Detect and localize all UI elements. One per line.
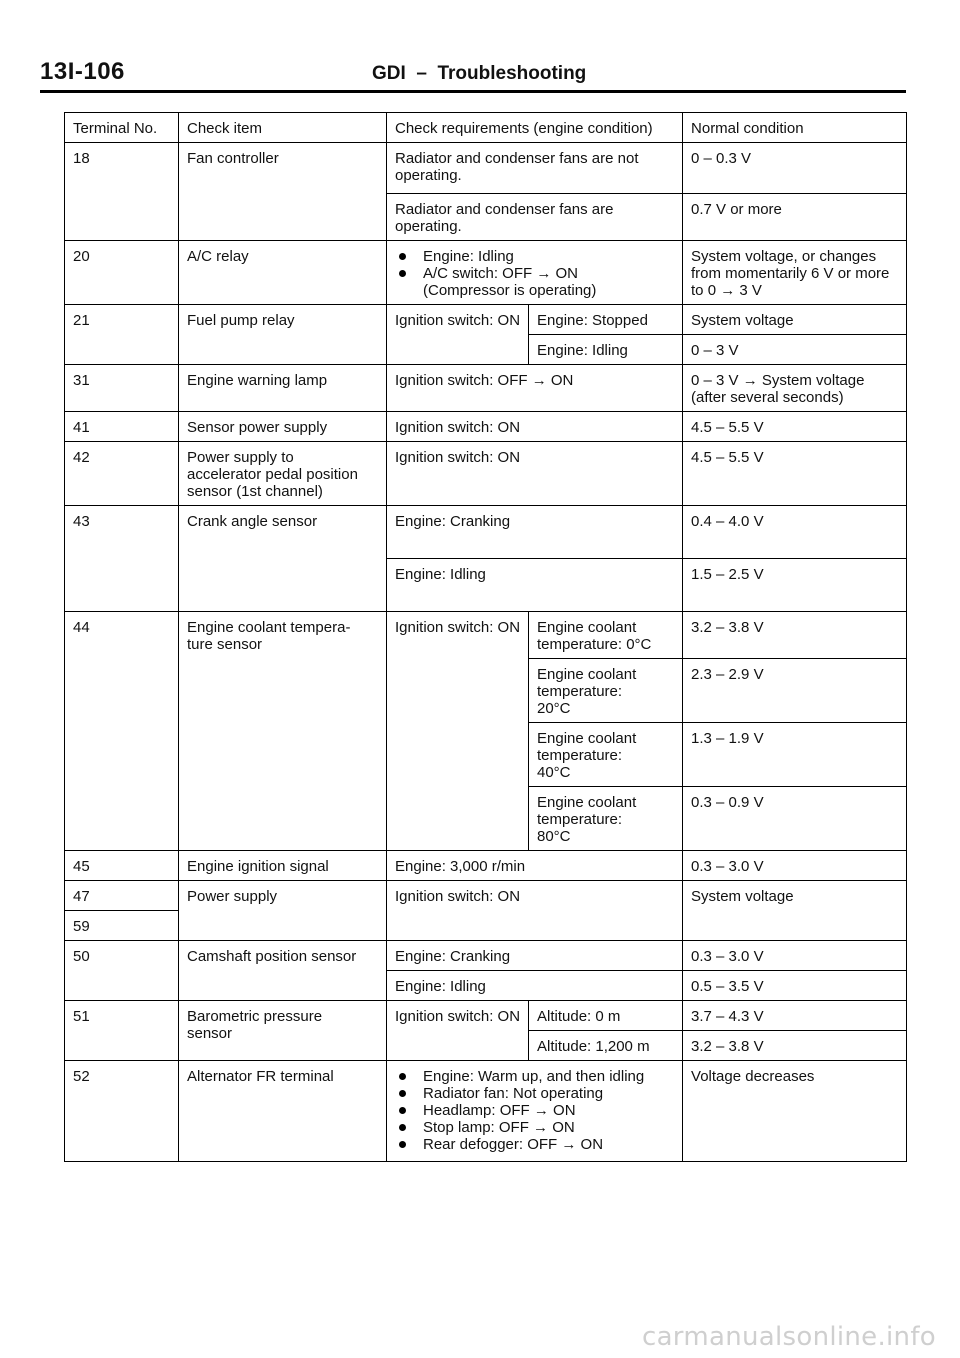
table-row-21 — [65, 305, 907, 335]
normal-condition-cell: 1.3 – 1.9 V — [683, 723, 907, 787]
condition-cell: Ignition switch: ON — [387, 612, 529, 851]
table-row-52 — [65, 1061, 907, 1162]
check-item-cell: Crank angle sensor — [179, 506, 387, 612]
requirement-cell: Ignition switch: OFF → ON — [387, 365, 683, 412]
watermark: carmanualsonline.info — [641, 1322, 936, 1352]
requirement-cell — [387, 241, 683, 305]
normal-condition-cell: Voltage decreases — [683, 1061, 907, 1162]
table-row-45 — [65, 851, 907, 881]
normal-condition-cell: 0.5 – 3.5 V — [683, 971, 907, 1001]
requirement-cell: Radiator and condenser fans are operating. — [387, 194, 683, 241]
terminal-cell: 45 — [65, 851, 179, 881]
requirement-cell: Engine: Cranking — [387, 941, 683, 971]
sub-condition-text: Engine coolant temperature: 80°C — [537, 794, 637, 845]
normal-condition-cell: 3.7 – 4.3 V — [683, 1001, 907, 1031]
normal-condition-cell: 0.3 – 3.0 V — [683, 941, 907, 971]
sub-condition-cell: Engine: Idling — [529, 335, 683, 365]
requirement-bullet-list — [395, 1068, 675, 1153]
requirement-cell: Engine: Idling — [387, 971, 683, 1001]
bullet-item: A/C switch: OFF → ON (Compressor is operating) — [395, 265, 675, 299]
terminal-cell: 18 — [65, 143, 179, 241]
condition-cell: Ignition switch: ON — [387, 1001, 529, 1061]
column-header-normal-condition: Normal condition — [683, 113, 907, 143]
normal-condition-cell: 0.4 – 4.0 V — [683, 506, 907, 559]
normal-condition-cell: 0 – 3 V — [683, 335, 907, 365]
column-header-check-item: Check item — [179, 113, 387, 143]
sub-condition-text: Engine coolant temperature: 40°C — [537, 730, 637, 781]
table-header-row — [65, 113, 907, 143]
troubleshooting-table — [64, 112, 907, 1162]
sub-condition-cell: Engine: Stopped — [529, 305, 683, 335]
terminal-cell: 31 — [65, 365, 179, 412]
table-row-41 — [65, 412, 907, 442]
normal-condition-text: 0 – 3 V → System voltage (after several seconds) — [691, 372, 865, 406]
table-row-31 — [65, 365, 907, 412]
requirement-cell: Radiator and condenser fans are not operating. — [387, 143, 683, 194]
terminal-cell: 42 — [65, 442, 179, 506]
check-item-text: Power supply to accelerator pedal position sensor (1st channel) — [187, 449, 358, 500]
check-item-cell: Fan controller — [179, 143, 387, 241]
normal-condition-cell: System voltage — [683, 881, 907, 941]
check-item-cell — [179, 612, 387, 851]
table-row-47 — [65, 881, 907, 911]
requirement-cell: Ignition switch: ON — [387, 442, 683, 506]
normal-condition-cell: 1.5 – 2.5 V — [683, 559, 907, 612]
requirement-cell: Ignition switch: ON — [387, 881, 683, 941]
check-item-cell: Engine warning lamp — [179, 365, 387, 412]
check-item-cell: Camshaft position sensor — [179, 941, 387, 1001]
normal-condition-cell: 2.3 – 2.9 V — [683, 659, 907, 723]
requirement-cell: Engine: 3,000 r/min — [387, 851, 683, 881]
bullet-item: Rear defogger: OFF → ON — [395, 1136, 675, 1153]
check-item-cell: Power supply — [179, 881, 387, 941]
check-item-cell: Engine ignition signal — [179, 851, 387, 881]
requirement-cell: Engine: Cranking — [387, 506, 683, 559]
check-item-cell — [179, 442, 387, 506]
sub-condition-text: Engine coolant temperature: 0°C — [537, 619, 652, 653]
requirement-cell: Ignition switch: ON — [387, 412, 683, 442]
terminal-cell: 59 — [65, 911, 179, 941]
normal-condition-cell: 0.3 – 0.9 V — [683, 787, 907, 851]
bullet-item: Engine: Warm up, and then idling — [395, 1068, 675, 1085]
terminal-cell: 47 — [65, 881, 179, 911]
normal-condition-cell: System voltage — [683, 305, 907, 335]
check-item-cell: Fuel pump relay — [179, 305, 387, 365]
terminal-cell: 21 — [65, 305, 179, 365]
terminal-cell: 52 — [65, 1061, 179, 1162]
table-row-44 — [65, 612, 907, 659]
check-item-text: Engine coolant tempera- ture sensor — [187, 619, 351, 653]
table-row-51 — [65, 1001, 907, 1031]
check-item-cell: A/C relay — [179, 241, 387, 305]
normal-condition-cell: 0 – 0.3 V — [683, 143, 907, 194]
normal-condition-cell: 3.2 – 3.8 V — [683, 1031, 907, 1061]
sub-condition-text: Engine coolant temperature: 20°C — [537, 666, 637, 717]
requirement-cell — [387, 1061, 683, 1162]
terminal-cell: 20 — [65, 241, 179, 305]
page-title: GDI – Troubleshooting — [372, 63, 587, 84]
normal-condition-cell: 0.7 V or more — [683, 194, 907, 241]
requirement-cell: Engine: Idling — [387, 559, 683, 612]
sub-condition-cell — [529, 612, 683, 659]
page-header — [40, 58, 906, 92]
check-item-cell: Alternator FR terminal — [179, 1061, 387, 1162]
column-header-terminal: Terminal No. — [65, 113, 179, 143]
bullet-item: Engine: Idling — [395, 248, 675, 265]
sub-condition-cell: Altitude: 0 m — [529, 1001, 683, 1031]
terminal-cell: 44 — [65, 612, 179, 851]
table-row-42 — [65, 442, 907, 506]
terminal-cell: 41 — [65, 412, 179, 442]
terminal-cell: 50 — [65, 941, 179, 1001]
terminal-cell: 43 — [65, 506, 179, 612]
terminal-cell: 51 — [65, 1001, 179, 1061]
table-row-43 — [65, 506, 907, 559]
normal-condition-cell: 4.5 – 5.5 V — [683, 442, 907, 506]
normal-condition-cell: 3.2 – 3.8 V — [683, 612, 907, 659]
column-header-check-requirements: Check requirements (engine condition) — [387, 113, 683, 143]
table-row-50 — [65, 941, 907, 971]
requirement-bullet-list — [395, 248, 675, 299]
table-row-20 — [65, 241, 907, 305]
bullet-item: Stop lamp: OFF → ON — [395, 1119, 675, 1136]
sub-condition-cell: Altitude: 1,200 m — [529, 1031, 683, 1061]
header-rule — [40, 90, 906, 93]
check-item-text: Barometric pressure sensor — [187, 1008, 323, 1042]
normal-condition-cell: System voltage, or changes from momentarily 6 V or more to 0 → 3 V — [683, 241, 907, 305]
page-number: 13I-106 — [40, 58, 125, 85]
sub-condition-cell — [529, 787, 683, 851]
bullet-item: Radiator fan: Not operating — [395, 1085, 675, 1102]
normal-condition-cell: 4.5 – 5.5 V — [683, 412, 907, 442]
sub-condition-cell — [529, 723, 683, 787]
condition-cell: Ignition switch: ON — [387, 305, 529, 365]
table-row-18 — [65, 143, 907, 194]
check-item-cell: Sensor power supply — [179, 412, 387, 442]
check-item-cell — [179, 1001, 387, 1061]
bullet-item: Headlamp: OFF → ON — [395, 1102, 675, 1119]
normal-condition-cell: 0.3 – 3.0 V — [683, 851, 907, 881]
normal-condition-cell — [683, 365, 907, 412]
sub-condition-cell — [529, 659, 683, 723]
